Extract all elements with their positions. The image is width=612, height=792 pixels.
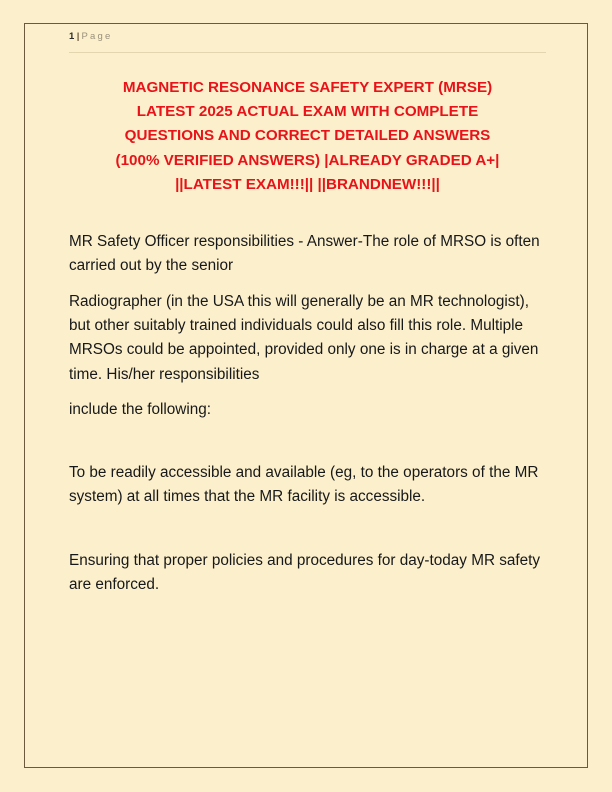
body-copy: [69, 230, 546, 597]
header-page-label: Page: [81, 31, 113, 42]
title-line-3: QUESTIONS AND CORRECT DETAILED ANSWERS: [124, 127, 491, 145]
paragraph-radiographer: Radiographer (in the USA this will generally be an MR technologist), but other suitably trained individuals could also fill this role. Multiple MRSOs could be appointed, provided only one is in charge at a given time. His/her responsibilities: [69, 292, 539, 383]
header-separator: |: [76, 31, 80, 42]
page-number: 1: [69, 31, 75, 42]
paragraph-gap: [69, 279, 546, 290]
document-title: [69, 76, 546, 197]
paragraph-ensuring-policies: Ensuring that proper policies and procedures for day-today MR safety are enforced.: [69, 551, 541, 593]
paragraph-gap-large: [69, 510, 546, 549]
title-line-2: LATEST 2025 ACTUAL EXAM WITH COMPLETE: [136, 103, 479, 121]
running-header: [69, 30, 546, 53]
title-line-4: (100% VERIFIED ANSWERS) |ALREADY GRADED A+|: [115, 151, 500, 169]
page-content: [69, 30, 546, 597]
paragraph-gap-large: [69, 422, 546, 461]
title-line-1: MAGNETIC RESONANCE SAFETY EXPERT (MRSE): [122, 79, 493, 96]
title-line-5: ||LATEST EXAM!!!|| ||BRANDNEW!!!||: [175, 175, 440, 193]
paragraph-include-following: include the following:: [69, 400, 212, 418]
paragraph-mrso-role: MR Safety Officer responsibilities - Answer-The role of MRSO is often carried out by the senior: [69, 233, 540, 275]
paragraph-gap: [69, 387, 546, 398]
paragraph-readily-accessible: To be readily accessible and available (eg, to the operators of the MR system) at all times that the MR facility is accessible.: [69, 464, 539, 506]
